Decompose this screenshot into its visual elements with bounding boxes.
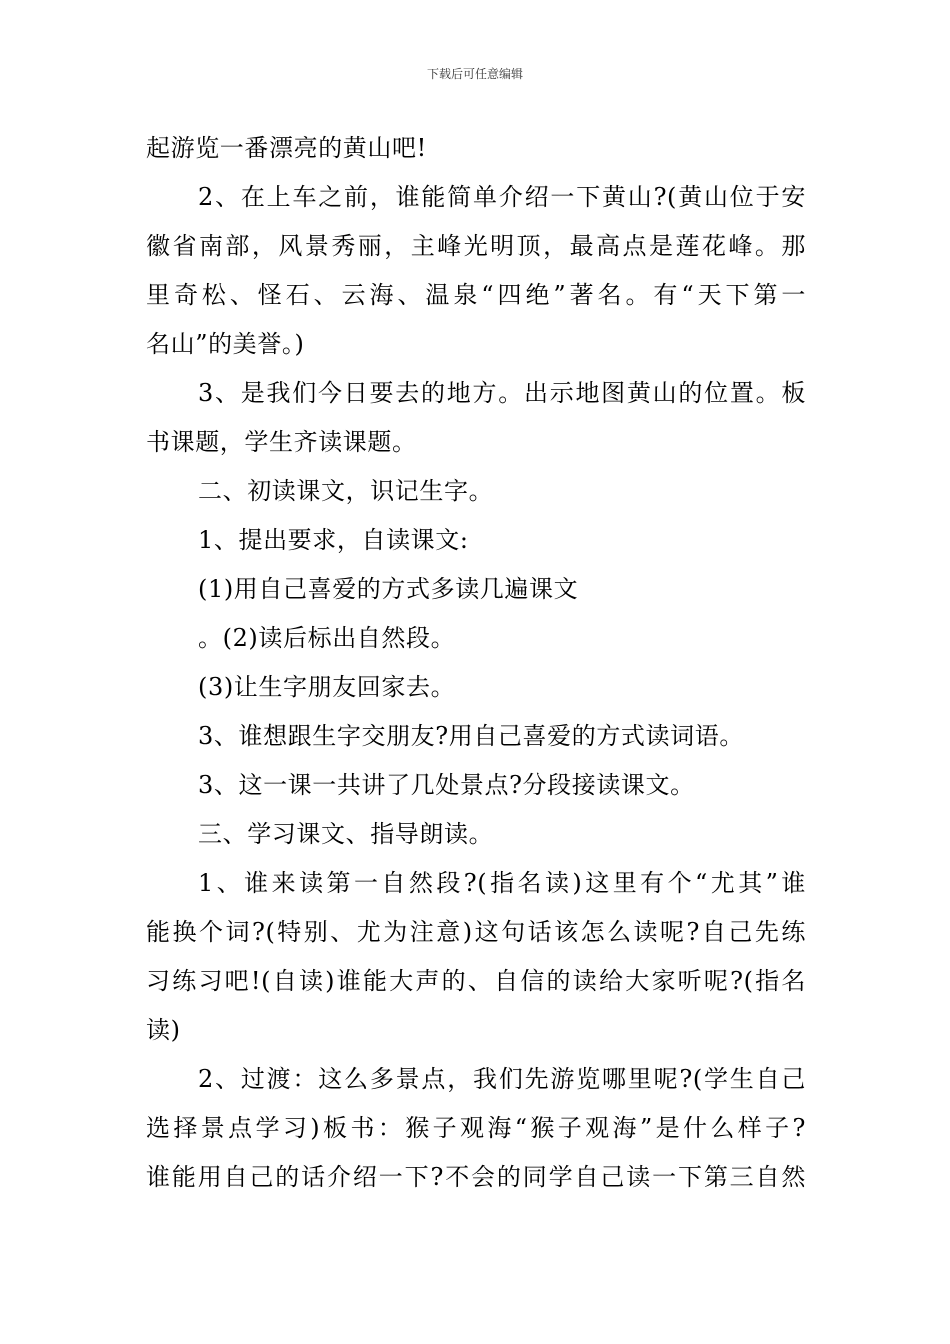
text-line: 书课题，学生齐读课题。 xyxy=(146,428,417,456)
text-line: 2、过渡：这么多景点，我们先游览哪里呢?(学生自己 xyxy=(198,1065,806,1093)
text-line: 选择景点学习)板书：猴子观海“猴子观海”是什么样子? xyxy=(146,1114,806,1142)
text-line: 3、谁想跟生字交朋友?用自己喜爱的方式读词语。 xyxy=(198,722,744,750)
text-line: 1、提出要求，自读课文: xyxy=(198,526,469,554)
page-header: 下载后可任意编辑 xyxy=(426,67,523,81)
text-line: 三、学习课文、指导朗读。 xyxy=(198,820,494,848)
text-line: 习练习吧!(自读)谁能大声的、自信的读给大家听呢?(指名 xyxy=(146,967,806,995)
text-line: 能换个词?(特别、尤为注意)这句话该怎么读呢?自己先练 xyxy=(146,918,806,946)
document-body xyxy=(146,124,806,1202)
text-line: 1、谁来读第一自然段?(指名读)这里有个“尤其”谁 xyxy=(198,869,806,897)
text-line: 名山”的美誉。) xyxy=(146,330,305,358)
text-line: 徽省南部，风景秀丽，主峰光明顶，最高点是莲花峰。那 xyxy=(146,232,806,260)
text-line: 3、是我们今日要去的地方。出示地图黄山的位置。板 xyxy=(198,379,806,407)
text-line: 读) xyxy=(146,1016,181,1044)
text-line: 里奇松、怪石、云海、温泉“四绝”著名。有“天下第一 xyxy=(146,281,806,309)
text-line: (3)让生字朋友回家去。 xyxy=(198,673,456,701)
text-line: 2、在上车之前，谁能简单介绍一下黄山?(黄山位于安 xyxy=(198,183,806,211)
text-line: (1)用自己喜爱的方式多读几遍课文 xyxy=(198,575,579,603)
text-line: 3、这一课一共讲了几处景点?分段接读课文。 xyxy=(198,771,695,799)
text-line: 起游览一番漂亮的黄山吧! xyxy=(146,134,427,162)
text-line: 。(2)读后标出自然段。 xyxy=(198,624,456,652)
text-line: 谁能用自己的话介绍一下?不会的同学自己读一下第三自然 xyxy=(146,1163,806,1191)
text-line: 二、初读课文，识记生字。 xyxy=(198,477,494,505)
